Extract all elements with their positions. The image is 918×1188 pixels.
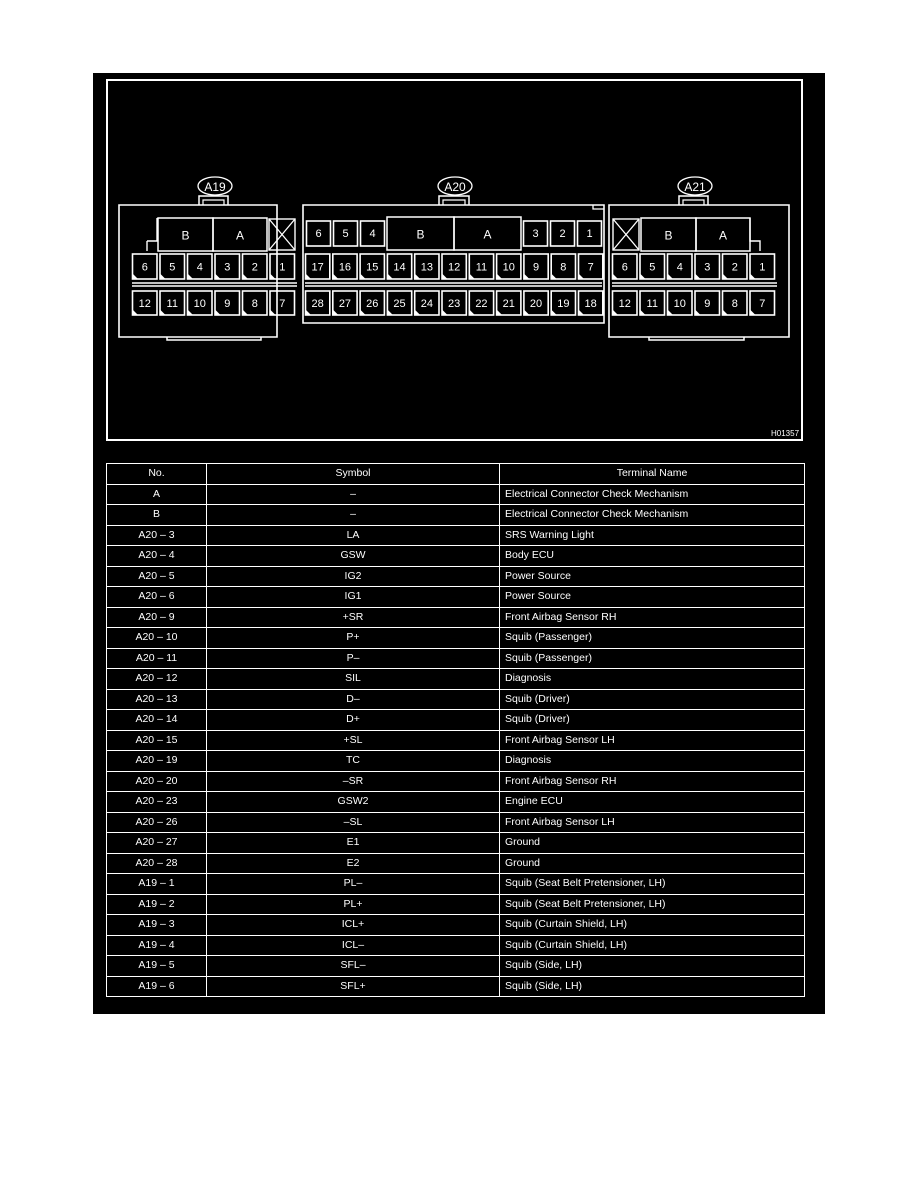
terminal-number: 13 bbox=[420, 261, 433, 274]
row-symbol: TC bbox=[207, 751, 500, 772]
row-terminal-name: Diagnosis bbox=[500, 669, 805, 690]
table-row bbox=[107, 956, 805, 977]
row-terminal-name: Front Airbag Sensor RH bbox=[500, 607, 805, 628]
cell-key-notch bbox=[640, 310, 646, 316]
row-symbol: E2 bbox=[207, 853, 500, 874]
row-no: A20 – 10 bbox=[107, 628, 207, 649]
table-row bbox=[107, 915, 805, 936]
cell-key-notch bbox=[360, 274, 366, 280]
row-terminal-name: Squib (Driver) bbox=[500, 710, 805, 731]
table-row bbox=[107, 833, 805, 854]
row-symbol: SFL– bbox=[207, 956, 500, 977]
row-no: A20 – 11 bbox=[107, 648, 207, 669]
row-symbol: IG2 bbox=[207, 566, 500, 587]
terminal-number: 11 bbox=[646, 298, 658, 310]
terminal-number: 8 bbox=[731, 298, 738, 310]
row-symbol: +SL bbox=[207, 730, 500, 751]
table-row bbox=[107, 587, 805, 608]
row-terminal-name: Front Airbag Sensor LH bbox=[500, 812, 805, 833]
terminal-number: 9 bbox=[224, 298, 231, 310]
terminal-number: 9 bbox=[532, 261, 540, 274]
check-mechanism-label: A bbox=[235, 228, 245, 243]
cell-key-notch bbox=[640, 274, 646, 280]
cell-key-notch bbox=[333, 310, 339, 316]
header-symbol: Symbol bbox=[207, 464, 500, 485]
check-mechanism-label: B bbox=[181, 228, 190, 243]
row-terminal-name: Front Airbag Sensor LH bbox=[500, 730, 805, 751]
terminal-number: 27 bbox=[338, 298, 352, 310]
connector-label: A20 bbox=[444, 180, 466, 194]
cell-key-notch bbox=[723, 274, 729, 280]
terminal-number: 6 bbox=[621, 261, 628, 274]
terminal-number: 26 bbox=[366, 298, 379, 310]
terminal-number: 19 bbox=[557, 298, 570, 310]
row-terminal-name: Electrical Connector Check Mechanism bbox=[500, 484, 805, 505]
cell-key-notch bbox=[387, 310, 393, 316]
cell-key-notch bbox=[551, 310, 557, 316]
terminal-number: 6 bbox=[315, 228, 322, 240]
terminal-number: 12 bbox=[618, 298, 631, 310]
cell-key-notch bbox=[497, 310, 503, 316]
check-mechanism-label: B bbox=[664, 228, 673, 243]
row-symbol: D– bbox=[207, 689, 500, 710]
table-row bbox=[107, 730, 805, 751]
cell-key-notch bbox=[243, 274, 249, 280]
row-symbol: +SR bbox=[207, 607, 500, 628]
row-terminal-name: SRS Warning Light bbox=[500, 525, 805, 546]
row-no: A19 – 5 bbox=[107, 956, 207, 977]
table-row bbox=[107, 792, 805, 813]
row-terminal-name: Squib (Driver) bbox=[500, 689, 805, 710]
cell-key-notch bbox=[270, 274, 276, 280]
terminal-number: 25 bbox=[393, 298, 406, 310]
cell-key-notch bbox=[551, 274, 557, 280]
table-row bbox=[107, 771, 805, 792]
terminal-number: 17 bbox=[311, 261, 324, 274]
row-no: A20 – 6 bbox=[107, 587, 207, 608]
row-symbol: ICL+ bbox=[207, 915, 500, 936]
table-row bbox=[107, 648, 805, 669]
terminal-number: 14 bbox=[393, 261, 406, 274]
table-row bbox=[107, 812, 805, 833]
housing-step bbox=[147, 218, 157, 241]
row-terminal-name: Squib (Passenger) bbox=[500, 628, 805, 649]
cell-key-notch bbox=[160, 310, 166, 316]
cell-key-notch bbox=[160, 274, 166, 280]
terminal-number: 21 bbox=[502, 298, 515, 310]
row-terminal-name: Electrical Connector Check Mechanism bbox=[500, 505, 805, 526]
row-symbol: SFL+ bbox=[207, 976, 500, 997]
row-no: B bbox=[107, 505, 207, 526]
terminal-number: 1 bbox=[279, 261, 286, 274]
terminal-number: 23 bbox=[448, 298, 461, 310]
cell-key-notch bbox=[723, 310, 729, 316]
terminal-table bbox=[106, 463, 805, 997]
row-terminal-name: Squib (Curtain Shield, LH) bbox=[500, 915, 805, 936]
header-no: No. bbox=[107, 464, 207, 485]
cell-key-notch bbox=[695, 274, 701, 280]
terminal-number: 6 bbox=[141, 261, 148, 274]
row-no: A19 – 3 bbox=[107, 915, 207, 936]
row-terminal-name: Squib (Seat Belt Pretensioner, LH) bbox=[500, 894, 805, 915]
cell-key-notch bbox=[469, 274, 475, 280]
terminal-number: 7 bbox=[759, 298, 766, 310]
cell-key-notch bbox=[360, 310, 366, 316]
row-symbol: D+ bbox=[207, 710, 500, 731]
terminal-number: 5 bbox=[169, 261, 176, 274]
row-symbol: LA bbox=[207, 525, 500, 546]
row-no: A20 – 20 bbox=[107, 771, 207, 792]
row-no: A20 – 26 bbox=[107, 812, 207, 833]
table-row bbox=[107, 853, 805, 874]
terminal-number: 4 bbox=[676, 261, 683, 274]
table-row bbox=[107, 669, 805, 690]
cell-key-notch bbox=[306, 310, 312, 316]
cell-key-notch bbox=[695, 310, 701, 316]
row-no: A20 – 15 bbox=[107, 730, 207, 751]
row-symbol: –SL bbox=[207, 812, 500, 833]
terminal-number: 9 bbox=[704, 298, 711, 310]
row-terminal-name: Squib (Curtain Shield, LH) bbox=[500, 935, 805, 956]
row-no: A20 – 27 bbox=[107, 833, 207, 854]
cell-key-notch bbox=[668, 310, 674, 316]
row-no: A20 – 3 bbox=[107, 525, 207, 546]
cell-key-notch bbox=[387, 274, 393, 280]
terminal-number: 8 bbox=[251, 298, 258, 310]
terminal-number: 1 bbox=[759, 261, 766, 274]
terminal-number: 1 bbox=[586, 228, 593, 240]
row-no: A20 – 12 bbox=[107, 669, 207, 690]
row-no: A20 – 23 bbox=[107, 792, 207, 813]
terminal-number: 4 bbox=[369, 228, 376, 240]
terminal-number: 2 bbox=[251, 261, 258, 274]
cell-key-notch bbox=[188, 310, 194, 316]
cell-key-notch bbox=[750, 274, 756, 280]
row-no: A19 – 2 bbox=[107, 894, 207, 915]
terminal-number: 12 bbox=[138, 298, 151, 310]
cell-key-notch bbox=[524, 310, 530, 316]
table-row bbox=[107, 874, 805, 895]
terminal-number: 24 bbox=[420, 298, 433, 310]
row-symbol: PL– bbox=[207, 874, 500, 895]
cell-key-notch bbox=[270, 310, 276, 316]
row-no: A bbox=[107, 484, 207, 505]
row-symbol: GSW bbox=[207, 546, 500, 567]
row-terminal-name: Power Source bbox=[500, 566, 805, 587]
terminal-number: 8 bbox=[560, 261, 567, 274]
row-no: A20 – 9 bbox=[107, 607, 207, 628]
cell-key-notch bbox=[243, 310, 249, 316]
terminal-number: 18 bbox=[584, 298, 597, 310]
terminal-number: 2 bbox=[559, 228, 566, 240]
row-symbol: – bbox=[207, 505, 500, 526]
terminal-number: 22 bbox=[475, 298, 488, 310]
row-no: A19 – 6 bbox=[107, 976, 207, 997]
row-symbol: – bbox=[207, 484, 500, 505]
row-no: A20 – 19 bbox=[107, 751, 207, 772]
terminal-number: 10 bbox=[502, 261, 515, 274]
table-row bbox=[107, 751, 805, 772]
terminal-number: 10 bbox=[673, 298, 686, 310]
cell-key-notch bbox=[579, 274, 585, 280]
check-mechanism-label: B bbox=[416, 227, 425, 242]
row-terminal-name: Body ECU bbox=[500, 546, 805, 567]
terminal-number: 20 bbox=[529, 298, 543, 310]
row-no: A20 – 28 bbox=[107, 853, 207, 874]
cell-key-notch bbox=[579, 310, 585, 316]
terminal-number: 7 bbox=[279, 298, 286, 310]
header-terminal-name: Terminal Name bbox=[500, 464, 805, 485]
cell-key-notch bbox=[524, 274, 530, 280]
terminal-number: 3 bbox=[704, 261, 711, 274]
cell-key-notch bbox=[497, 274, 503, 280]
row-terminal-name: Ground bbox=[500, 833, 805, 854]
table-row bbox=[107, 976, 805, 997]
cell-key-notch bbox=[133, 310, 139, 316]
row-symbol: SIL bbox=[207, 669, 500, 690]
row-terminal-name: Power Source bbox=[500, 587, 805, 608]
table-row bbox=[107, 525, 805, 546]
row-no: A20 – 5 bbox=[107, 566, 207, 587]
terminal-number: 2 bbox=[731, 261, 738, 274]
figure-code: H01357 bbox=[771, 429, 800, 438]
cell-key-notch bbox=[333, 274, 339, 280]
terminal-number: 3 bbox=[224, 261, 231, 274]
connector-label: A19 bbox=[204, 180, 226, 194]
cell-key-notch bbox=[215, 274, 221, 280]
table-row bbox=[107, 689, 805, 710]
row-no: A20 – 14 bbox=[107, 710, 207, 731]
cell-key-notch bbox=[133, 274, 139, 280]
row-terminal-name: Front Airbag Sensor RH bbox=[500, 771, 805, 792]
row-terminal-name: Squib (Seat Belt Pretensioner, LH) bbox=[500, 874, 805, 895]
cell-key-notch bbox=[306, 274, 312, 280]
row-no: A19 – 1 bbox=[107, 874, 207, 895]
table-row bbox=[107, 607, 805, 628]
table-row bbox=[107, 894, 805, 915]
row-symbol: GSW2 bbox=[207, 792, 500, 813]
terminal-number: 11 bbox=[475, 261, 488, 274]
connector-diagram bbox=[93, 73, 825, 441]
cell-key-notch bbox=[613, 310, 619, 316]
row-symbol: –SR bbox=[207, 771, 500, 792]
cell-key-notch bbox=[188, 274, 194, 280]
row-terminal-name: Diagnosis bbox=[500, 751, 805, 772]
housing-step bbox=[750, 218, 760, 251]
row-symbol: ICL– bbox=[207, 935, 500, 956]
terminal-number: 5 bbox=[649, 261, 656, 274]
row-no: A20 – 13 bbox=[107, 689, 207, 710]
row-symbol: P– bbox=[207, 648, 500, 669]
terminal-number: 11 bbox=[166, 298, 178, 310]
cell-key-notch bbox=[442, 310, 448, 316]
table-row bbox=[107, 566, 805, 587]
terminal-number: 3 bbox=[532, 228, 539, 240]
terminal-number: 7 bbox=[587, 261, 594, 274]
row-no: A19 – 4 bbox=[107, 935, 207, 956]
cell-key-notch bbox=[415, 310, 421, 316]
connector-label: A21 bbox=[684, 180, 706, 194]
row-symbol: PL+ bbox=[207, 894, 500, 915]
terminal-number: 5 bbox=[342, 228, 349, 240]
terminal-number: 10 bbox=[193, 298, 206, 310]
cell-key-notch bbox=[215, 310, 221, 316]
cell-key-notch bbox=[442, 274, 448, 280]
cell-key-notch bbox=[750, 310, 756, 316]
row-terminal-name: Engine ECU bbox=[500, 792, 805, 813]
cell-key-notch bbox=[469, 310, 475, 316]
table-row bbox=[107, 935, 805, 956]
row-terminal-name: Squib (Side, LH) bbox=[500, 976, 805, 997]
row-terminal-name: Squib (Side, LH) bbox=[500, 956, 805, 977]
check-mechanism-label: A bbox=[483, 227, 492, 242]
row-symbol: P+ bbox=[207, 628, 500, 649]
check-mechanism-label: A bbox=[718, 228, 728, 243]
table-row bbox=[107, 484, 805, 505]
terminal-number: 28 bbox=[311, 298, 324, 310]
terminal-number: 16 bbox=[338, 261, 352, 274]
table-row bbox=[107, 546, 805, 567]
row-terminal-name: Squib (Passenger) bbox=[500, 648, 805, 669]
table-header-row bbox=[107, 464, 805, 485]
row-terminal-name: Ground bbox=[500, 853, 805, 874]
row-symbol: IG1 bbox=[207, 587, 500, 608]
table-row bbox=[107, 628, 805, 649]
terminal-number: 15 bbox=[366, 261, 379, 274]
cell-key-notch bbox=[613, 274, 619, 280]
row-symbol: E1 bbox=[207, 833, 500, 854]
table-row bbox=[107, 505, 805, 526]
terminal-number: 4 bbox=[196, 261, 203, 274]
cell-key-notch bbox=[415, 274, 421, 280]
table-row bbox=[107, 710, 805, 731]
cell-key-notch bbox=[668, 274, 674, 280]
terminal-number: 12 bbox=[448, 261, 461, 274]
row-no: A20 – 4 bbox=[107, 546, 207, 567]
